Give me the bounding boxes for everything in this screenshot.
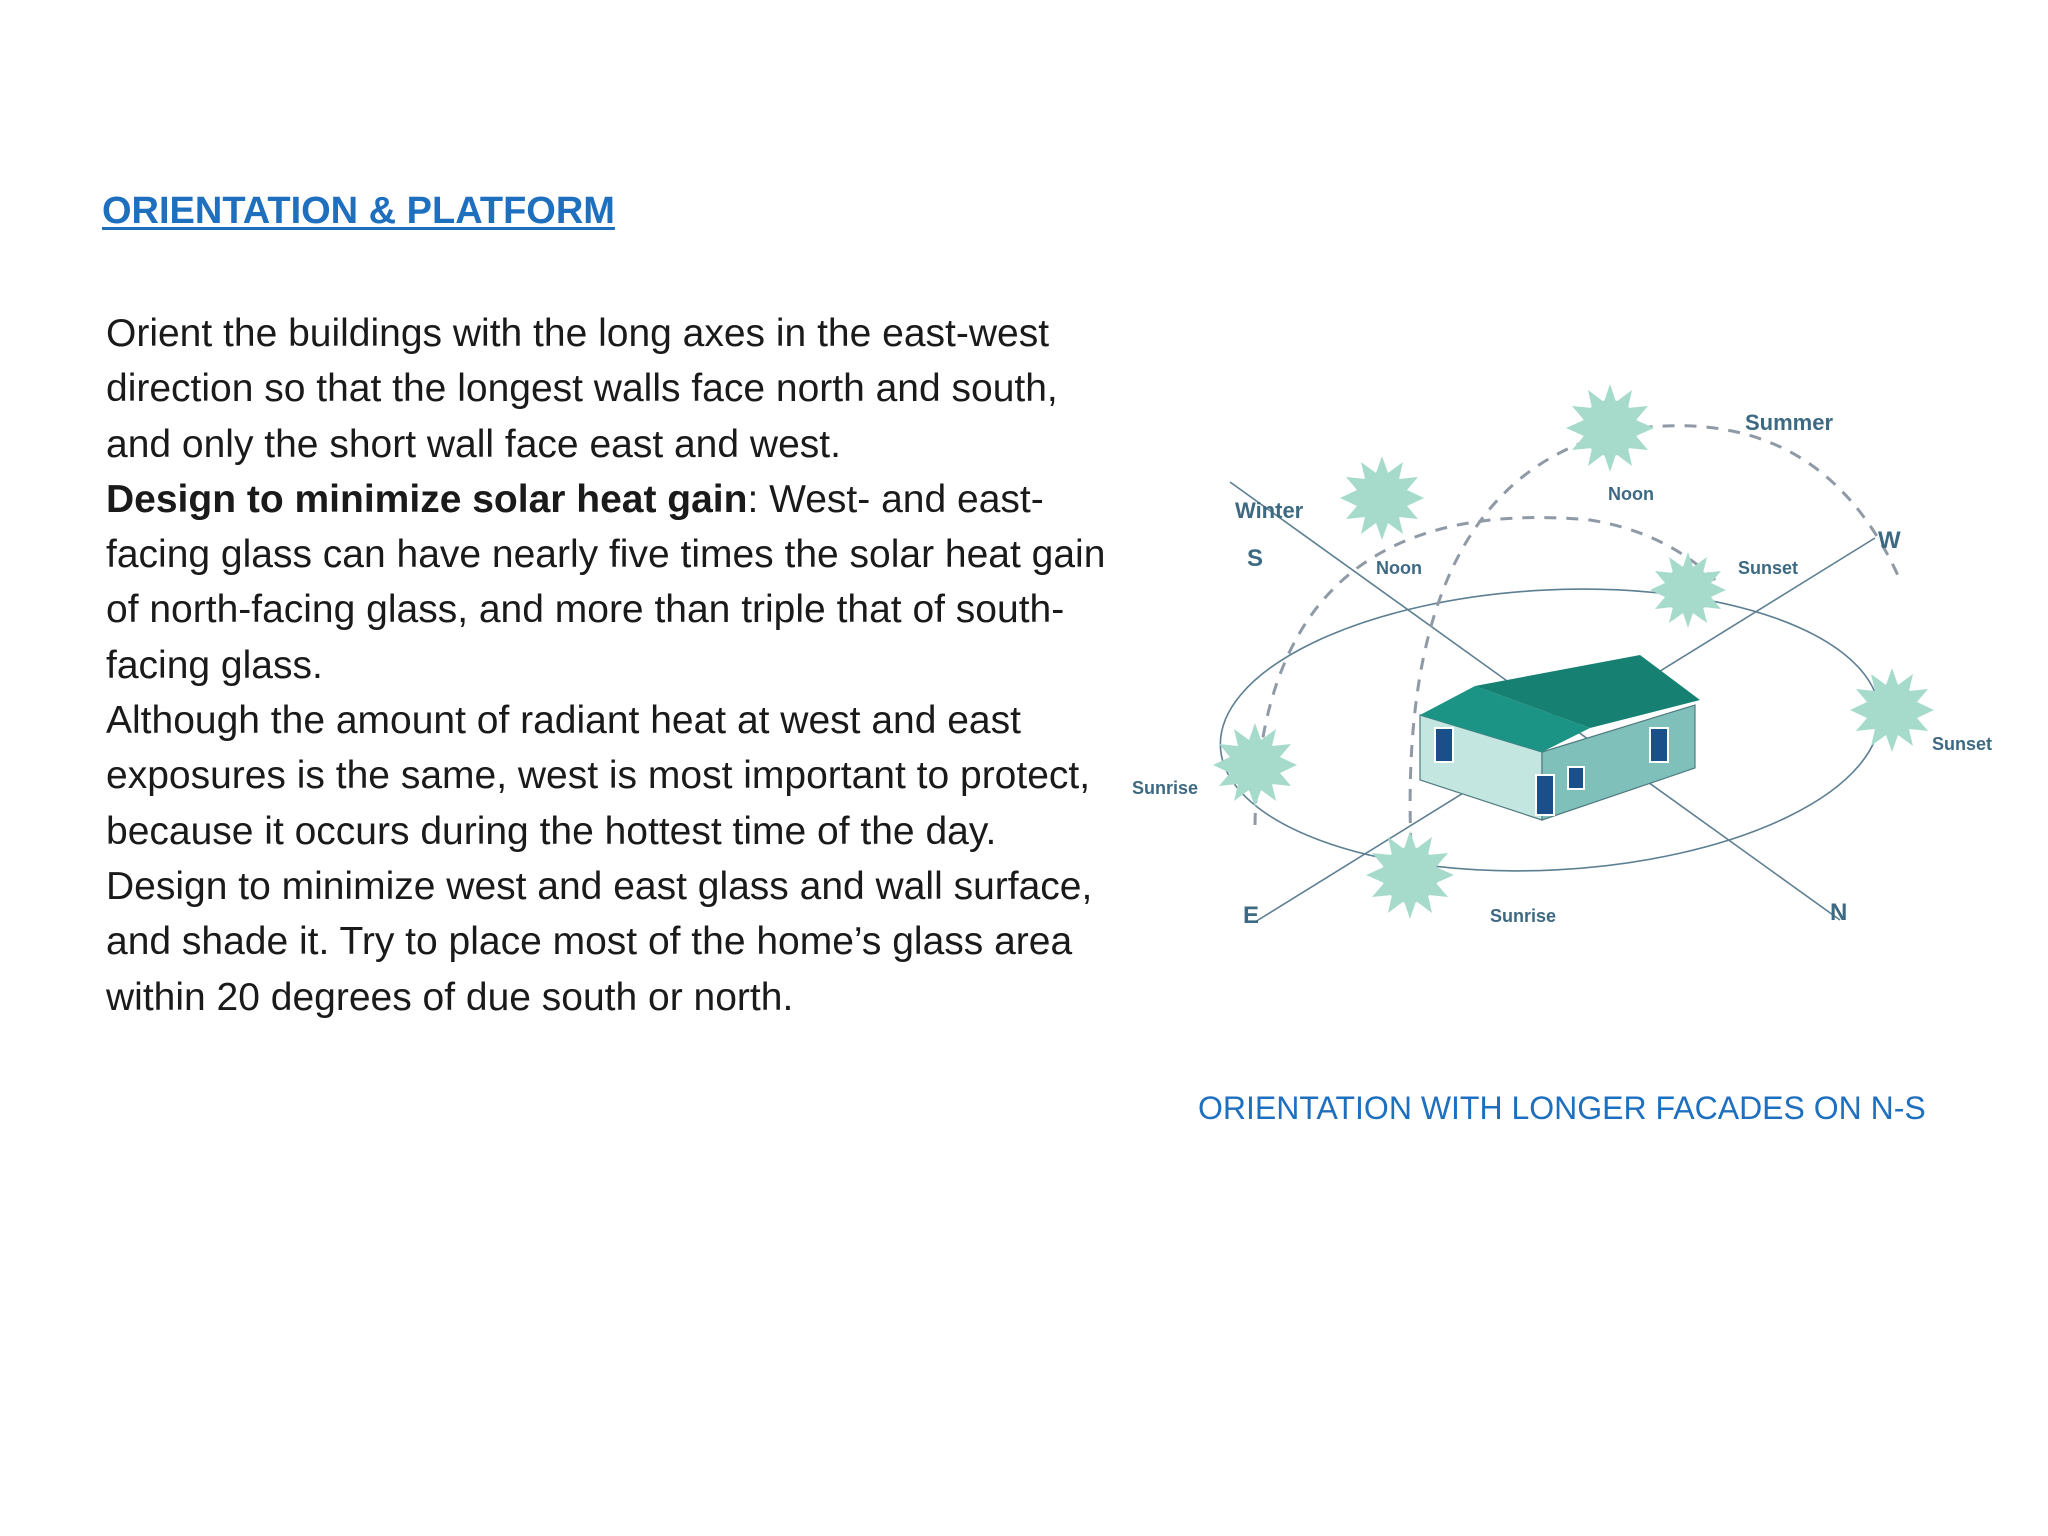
paragraph-solar-heat: [106, 472, 1116, 693]
body-text: [106, 306, 1116, 1025]
sun-icon: [1340, 456, 1424, 540]
compass-w: W: [1878, 527, 1901, 554]
label-noon-winter: Noon: [1376, 558, 1422, 578]
compass-e: E: [1243, 902, 1260, 929]
paragraph-solar-heat-text: : West- and east-facing glass can have nearly five times the solar heat gain of north-facing glass, and more than triple that of south-facing glass.: [106, 477, 1106, 687]
label-sunrise-summer: Sunrise: [1490, 906, 1557, 926]
house-illustration: [1420, 655, 1700, 820]
diagram-caption: ORIENTATION WITH LONGER FACADES ON N-S: [1198, 1090, 1926, 1126]
sun-path-diagram: [1120, 370, 2020, 960]
compass-s: S: [1247, 545, 1264, 572]
label-sunset-winter: Sunset: [1932, 734, 1993, 754]
window-icon: [1568, 767, 1584, 789]
sun-icon: [1213, 723, 1297, 807]
sun-icon: [1850, 668, 1934, 752]
paragraph-orientation: Orient the buildings with the long axes in the east-west direction so that the longest walls face north and south, and only the short wall face east and west.: [106, 312, 1058, 466]
paragraph-design-glass: Design to minimize west and east glass and wall surface, and shade it. Try to place most of the home’s glass area within 20 degrees of due south or north.: [106, 864, 1093, 1019]
sun-icon: [1566, 384, 1654, 472]
paragraph-solar-heat-heading: Design to minimize solar heat gain: [106, 477, 748, 521]
paragraph-radiant-heat: Although the amount of radiant heat at west and east exposures is the same, west is most important to protect, because it occurs during the hottest time of the day.: [106, 699, 1091, 853]
page-title: ORIENTATION & PLATFORM: [102, 190, 615, 232]
label-summer: Summer: [1745, 410, 1834, 435]
window-icon: [1650, 728, 1668, 762]
sun-icon: [1650, 552, 1726, 628]
label-winter: Winter: [1235, 498, 1304, 523]
label-sunset-summer: Sunset: [1738, 558, 1799, 578]
label-noon-summer: Noon: [1608, 484, 1654, 504]
window-icon: [1435, 728, 1453, 762]
compass-n: N: [1830, 899, 1848, 926]
door-icon: [1536, 775, 1554, 815]
label-sunrise-winter: Sunrise: [1132, 778, 1199, 798]
